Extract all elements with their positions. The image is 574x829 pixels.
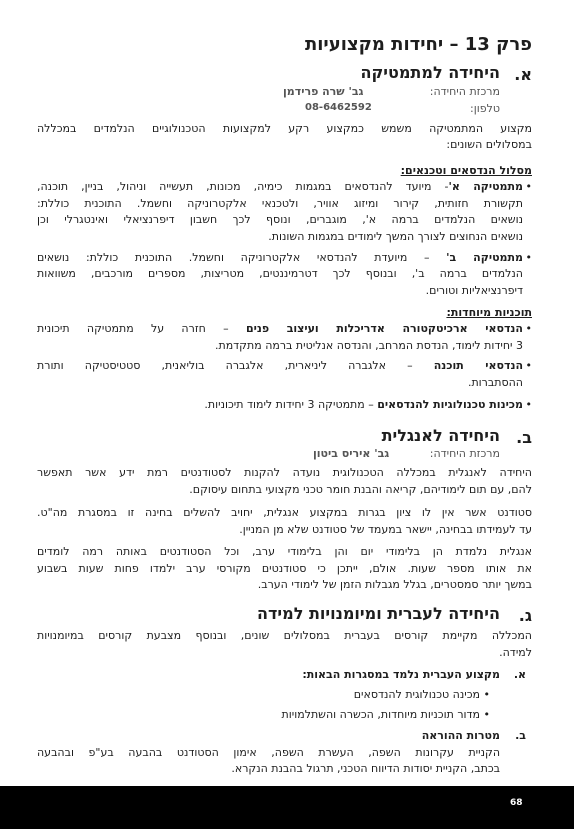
- paragraph-line: במשך יותר סמסטרים, בגלל מגבלות הזמן של לימודי הערב.: [257, 578, 532, 591]
- math-b-term: מתמטיקה ב': [446, 251, 523, 264]
- paragraph-line: היחידה לאנגלית במכללה הטכנולוגית נועדה להקנות לסטודנטים רמת ידע אשר תאפשר: [37, 466, 532, 479]
- goals-line: הקניית עקרונות השפה, העשרת השפה, אימון הסטודנט בהבעה בע"פ ובהבעה: [37, 746, 500, 759]
- bullet: •: [525, 251, 532, 264]
- section-letter: ג.: [518, 606, 532, 625]
- special-text: – חזרה על מתמטיקה תיכונית: [37, 322, 229, 335]
- special-line: 3 יחידות לימוד, הנדסת המרחב, והנדסה אנליטית ברמה מתקדמת.: [214, 339, 523, 352]
- phone-number: 08-6462592: [305, 102, 372, 113]
- special-line: ההסתברות.: [467, 376, 523, 389]
- bullet: •: [483, 708, 490, 721]
- special-heading: תוכניות מיוחדות:: [446, 306, 532, 319]
- bullet: •: [525, 359, 532, 372]
- coordinator-label: מרכזת היחידה:: [429, 85, 500, 98]
- bullet: •: [483, 688, 490, 701]
- track-heading: מסלול הנדסאים וטכנאים:: [400, 164, 532, 177]
- math-b-text: – מיועדת להנדסאי אלקטרוניקה וחשמל. התוכנית כוללת: נושאים: [37, 251, 430, 264]
- math-b-line: [37, 251, 523, 264]
- list-item: מכינה טכנולוגית להנדסאים: [353, 688, 480, 701]
- section-letter: א.: [514, 65, 532, 84]
- special-line: [37, 322, 523, 335]
- bullet: •: [525, 180, 532, 193]
- math-a-line: נושאים הנלמדים ברמה א', מוגברים, ונוסף לכך חשבון דיפרנציאלי ואינטגרלי וכן: [37, 213, 523, 226]
- math-b-line: דיפרנציאליות וטורים.: [425, 284, 523, 297]
- intro-line: המכללה מקיימת קורסים בעברית במסלולים שונים, ובנוסף מצבעת קורסים במיומנויות: [37, 629, 532, 642]
- subsection-title: מקצוע העברית נלמד במסגרות הבאות:: [302, 668, 500, 681]
- subsection-title: מטרות ההוראה: [421, 729, 500, 742]
- intro-line: מקצוע המתמטיקה משמש כמקצוע רקע למקצועות הטכנולוגיים הנלמדים במכללה: [37, 122, 532, 135]
- special-line: [37, 359, 523, 372]
- bullet: •: [525, 322, 532, 335]
- special-text: – מתמטיקה 3 יחידות לימוד תיכוניות.: [204, 398, 374, 411]
- intro-line: במסלולים השונים:: [446, 138, 532, 151]
- section-letter: ב.: [516, 428, 532, 447]
- math-a-line: [37, 180, 523, 193]
- special-term: הנדסאי ארכיטקטורה אדריכלות ועיצוב פנים: [245, 322, 523, 335]
- chapter-title: פרק 13 – יחידות מקצועיות: [304, 34, 532, 55]
- list-item: מדור תוכניות מיוחדות, הכשרה והשתלמויות: [281, 708, 480, 721]
- paragraph-line: עד לעמידתו בבחינה, יישאר במעמד של סטודנט שלא מן המניין.: [239, 523, 532, 536]
- section-title: היחידה לאנגלית: [381, 426, 500, 445]
- coordinator-name: גב' איריס ביטון: [313, 447, 390, 460]
- coordinator-name: גב' שרה פרידמן: [283, 85, 364, 98]
- intro-line: למידה.: [499, 646, 532, 659]
- math-a-text: - מיועד להנדסאים במגמות כימיה, מכונות, תעשייה וניהול, בניין, תוכנה,: [37, 180, 449, 193]
- math-a-line: תקשורת חזותית, קירור ומיזוג אוויר, ולטכנאי אלקטרוניקה וחשמל. התוכנית כוללת:: [37, 197, 523, 210]
- goals-line: בכתב, הקניית יסודות הדיווח הטכני, תרגול בהבנת הנקרא.: [231, 762, 500, 775]
- section-title: היחידה למתמטיקה: [360, 63, 500, 82]
- subsection-letter: א.: [513, 668, 526, 681]
- special-line: [37, 398, 523, 411]
- page-number: 68: [510, 798, 523, 808]
- page-footer: [0, 786, 574, 829]
- math-b-line: הנלמדים ברמה ב', ובנוסף לכך דטרמיננטים, מטריצות, מספרים מורכבים, משוואות: [37, 267, 523, 280]
- special-term: מכינות טכנולוגיות להנדסאים: [377, 398, 523, 411]
- special-term: הנדסאי תוכנה: [433, 359, 523, 372]
- math-a-term: מתמטיקה א': [448, 180, 523, 193]
- paragraph-line: סטודנט אשר אין לו ציון בגרות במקצוע אנגלית, יחויב להשלים בחינה זו במסגרת מה"ט.: [37, 506, 532, 519]
- special-text: – אלגברה ליניארית, אלגברה בוליאנית, סטטיסטיקה ותורת: [37, 359, 413, 372]
- bullet: •: [525, 398, 532, 411]
- phone-label: טלפון:: [470, 102, 500, 115]
- paragraph-line: להם, עם תום לימודיהם, קריאה והבנת חומר טכני מקצועי בתחום עיסוקם.: [189, 483, 532, 496]
- subsection-letter: ב.: [515, 729, 526, 742]
- paragraph-line: אנגלית נלמדת הן בלימודי יום והן בלימודי ערב, וכל הסטודנטים באותה רמה לומדים: [37, 545, 532, 558]
- paragraph-line: את אותו מספר שעות. אולם, ייתכן כי סטודנטים מקורסי ערב ילמדו פחות שעות בשבוע: [37, 562, 532, 575]
- coordinator-label: מרכזת היחידה:: [429, 447, 500, 460]
- math-a-line: נושאים הנחוצים לצורך המשך לימודים במגמות השונות.: [268, 230, 523, 243]
- section-title: היחידה לעברית ומיומנויות למידה: [257, 604, 500, 623]
